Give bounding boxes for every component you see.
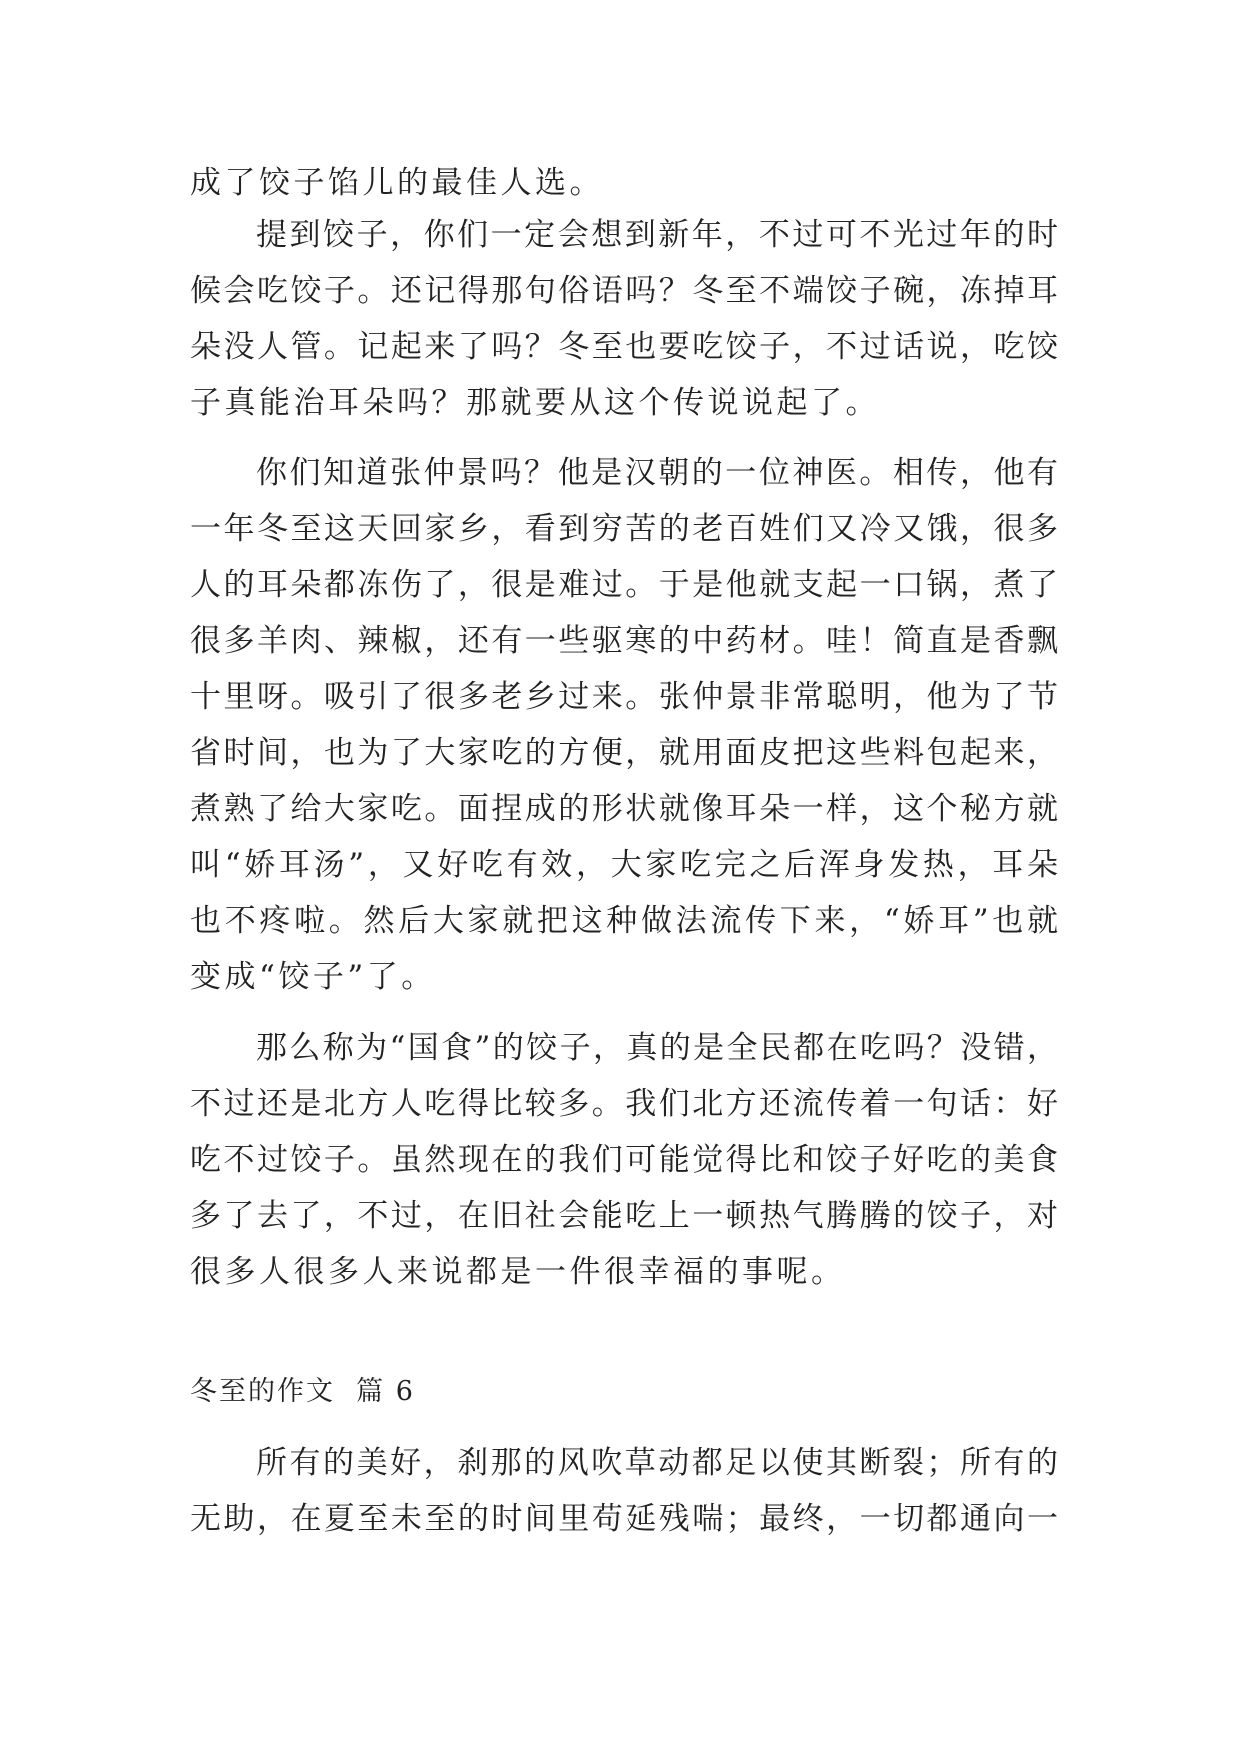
paragraph-line: 变成“饺子”了。 bbox=[190, 959, 436, 995]
paragraph-line: 候会吃饺子。还记得那句俗语吗？冬至不端饺子碗，冻掉耳 bbox=[190, 273, 1058, 309]
paragraph-line: 提到饺子，你们一定会想到新年，不过可不光过年的时 bbox=[256, 217, 1058, 253]
paragraph-line: 煮熟了给大家吃。面捏成的形状就像耳朵一样，这个秘方就 bbox=[190, 791, 1058, 827]
paragraph-line: 叫“娇耳汤”，又好吃有效，大家吃完之后浑身发热，耳朵 bbox=[190, 847, 1058, 883]
paragraph-line: 不过还是北方人吃得比较多。我们北方还流传着一句话：好 bbox=[190, 1086, 1058, 1122]
paragraph-line: 成了饺子馅儿的最佳人选。 bbox=[190, 165, 604, 201]
paragraph-line: 那么称为“国食”的饺子，真的是全民都在吃吗？没错， bbox=[256, 1030, 1058, 1066]
paragraph-line: 你们知道张仲景吗？他是汉朝的一位神医。相传，他有 bbox=[256, 455, 1058, 491]
paragraph-line: 多了去了，不过，在旧社会能吃上一顿热气腾腾的饺子，对 bbox=[190, 1198, 1058, 1234]
paragraph-line: 一年冬至这天回家乡，看到穷苦的老百姓们又冷又饿，很多 bbox=[190, 511, 1058, 547]
paragraph-line: 省时间，也为了大家吃的方便，就用面皮把这些料包起来， bbox=[190, 735, 1058, 771]
section-heading: 冬至的作文 篇 6 bbox=[190, 1376, 415, 1407]
paragraph-line: 十里呀。吸引了很多老乡过来。张仲景非常聪明，他为了节 bbox=[190, 679, 1058, 715]
paragraph-line: 也不疼啦。然后大家就把这种做法流传下来，“娇耳”也就 bbox=[190, 903, 1058, 939]
paragraph-line: 朵没人管。记起来了吗？冬至也要吃饺子，不过话说，吃饺 bbox=[190, 329, 1058, 365]
paragraph-line: 子真能治耳朵吗？那就要从这个传说说起了。 bbox=[190, 385, 880, 421]
paragraph-line: 很多羊肉、辣椒，还有一些驱寒的中药材。哇！简直是香飘 bbox=[190, 623, 1058, 659]
paragraph-line: 吃不过饺子。虽然现在的我们可能觉得比和饺子好吃的美食 bbox=[190, 1142, 1058, 1178]
paragraph-line: 很多人很多人来说都是一件很幸福的事呢。 bbox=[190, 1254, 846, 1290]
paragraph-line: 无助，在夏至未至的时间里苟延残喘；最终，一切都通向一 bbox=[190, 1501, 1058, 1537]
paragraph-line: 人的耳朵都冻伤了，很是难过。于是他就支起一口锅，煮了 bbox=[190, 567, 1058, 603]
paragraph-line: 所有的美好，刹那的风吹草动都足以使其断裂；所有的 bbox=[256, 1445, 1058, 1481]
